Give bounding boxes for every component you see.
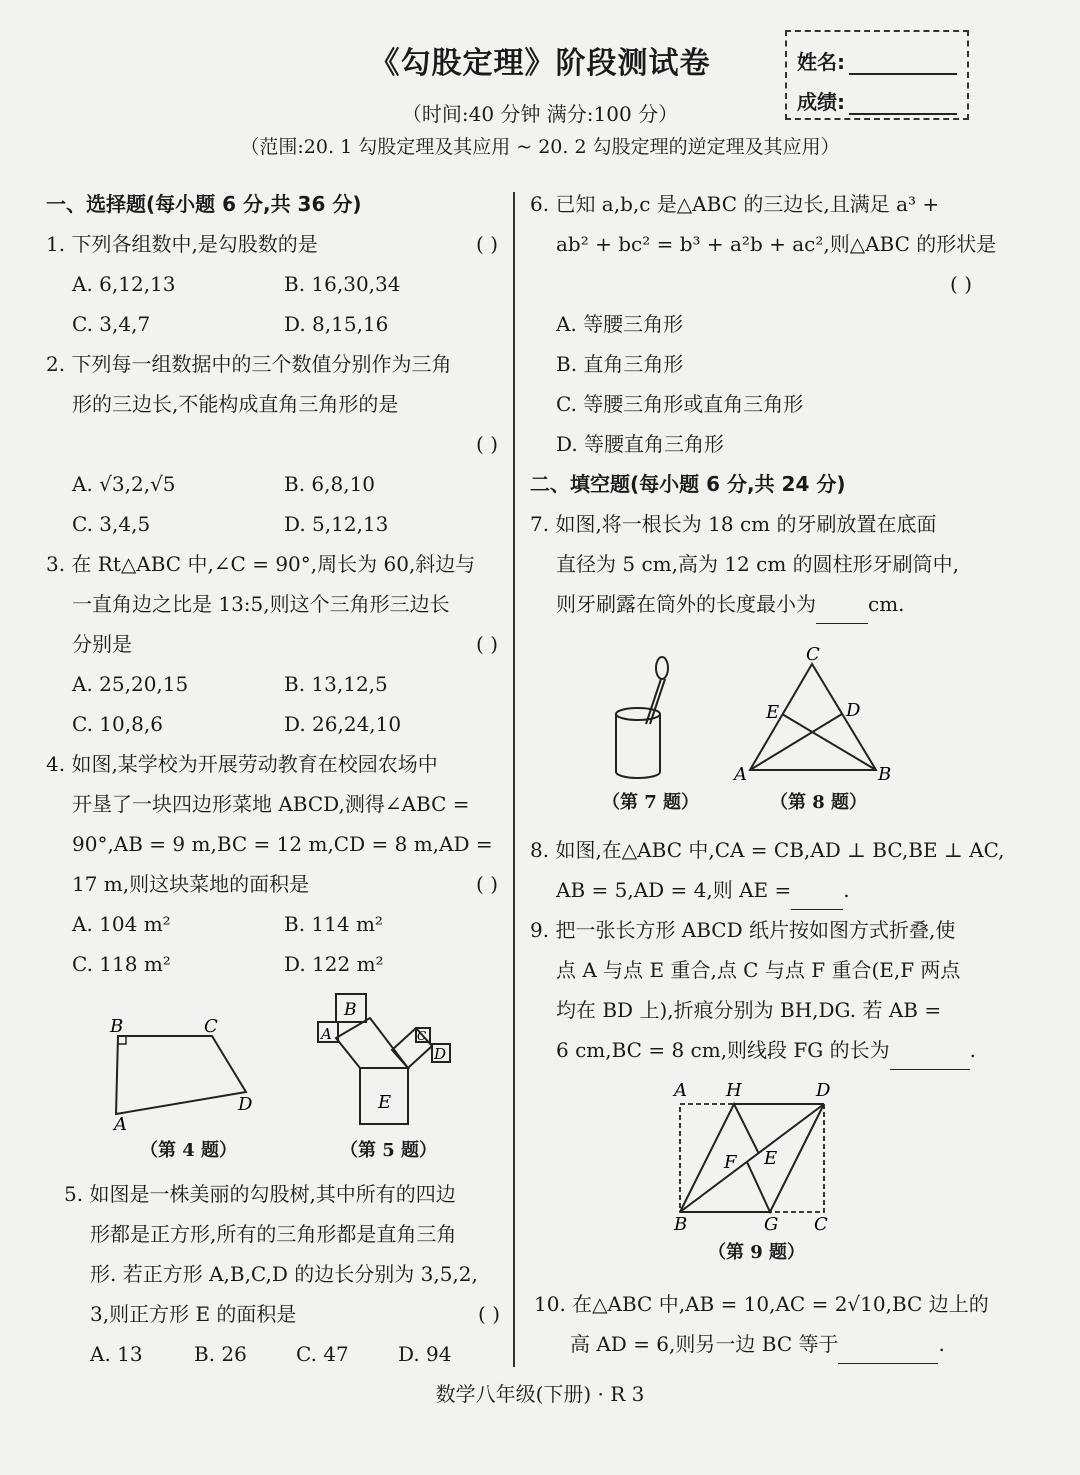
q5-stem-line2: 形都是正方形,所有的三角形都是直角三角 bbox=[90, 1222, 457, 1246]
q6-paren-line bbox=[530, 264, 972, 304]
q3-option-c[interactable]: C. 10,8,6 bbox=[72, 712, 163, 736]
q3-stem-line3: 分别是 ( ) bbox=[46, 624, 498, 664]
section1-title: 一、选择题(每小题 6 分,共 36 分) bbox=[46, 192, 362, 216]
q3-option-b[interactable]: B. 13,12,5 bbox=[284, 672, 388, 696]
figure-9-caption: （第 9 题） bbox=[708, 1242, 806, 1263]
q5-option-d[interactable]: D. 94 bbox=[398, 1342, 452, 1366]
fig4-label-c: C bbox=[204, 1016, 218, 1037]
score-label: 成绩: bbox=[797, 90, 845, 114]
q6-option-b[interactable]: B. 直角三角形 bbox=[556, 352, 684, 376]
q2-options-row2 bbox=[46, 504, 498, 544]
q3-option-d[interactable]: D. 26,24,10 bbox=[284, 712, 402, 736]
q5-options-row bbox=[64, 1334, 500, 1374]
q3-options-row2 bbox=[46, 704, 498, 744]
q4-option-c[interactable]: C. 118 m² bbox=[72, 952, 171, 976]
q1-option-a[interactable]: A. 6,12,13 bbox=[72, 272, 176, 296]
q6-stem-line2: ab² + bc² = b³ + a²b + ac²,则△ABC 的形状是 bbox=[556, 232, 997, 256]
fig5-label-d: D bbox=[434, 1045, 447, 1063]
q5-block bbox=[64, 1174, 500, 1374]
q4-option-b[interactable]: B. 114 m² bbox=[284, 912, 383, 936]
score-field[interactable] bbox=[849, 95, 957, 115]
range-line: （范围:20. 1 勾股定理及其应用 ~ 20. 2 勾股定理的逆定理及其应用） bbox=[240, 136, 840, 158]
q1-answer-paren[interactable]: ( ) bbox=[476, 232, 498, 256]
q9-stem-line4: 6 cm,BC = 8 cm,则线段 FG 的长为 . bbox=[530, 1030, 976, 1070]
fig5-label-c: C bbox=[417, 1029, 427, 1043]
fig8-label-a: A bbox=[734, 764, 747, 785]
figure-7-toothbrush-cup bbox=[604, 652, 684, 784]
fig9-label-a: A bbox=[674, 1080, 687, 1101]
name-score-box bbox=[785, 30, 969, 120]
q4-stem-line4: 17 m,则这块菜地的面积是 ( ) bbox=[46, 864, 498, 904]
q4-stem-line3: 90°,AB = 9 m,BC = 12 m,CD = 8 m,AD = bbox=[72, 832, 493, 856]
name-row bbox=[797, 46, 957, 75]
fig8-label-e: E bbox=[766, 702, 780, 723]
right-column-top bbox=[530, 184, 997, 624]
q2-option-d[interactable]: D. 5,12,13 bbox=[284, 512, 389, 536]
fig5-label-b: B bbox=[344, 1000, 357, 1020]
q1-option-d[interactable]: D. 8,15,16 bbox=[284, 312, 389, 336]
q6-answer-paren[interactable]: ( ) bbox=[950, 272, 972, 296]
q2-option-c[interactable]: C. 3,4,5 bbox=[72, 512, 151, 536]
figure-5-caption: （第 5 题） bbox=[340, 1140, 438, 1161]
q1-option-c[interactable]: C. 3,4,7 bbox=[72, 312, 151, 336]
q5-answer-paren[interactable]: ( ) bbox=[478, 1302, 500, 1326]
fig4-label-d: D bbox=[238, 1094, 253, 1115]
q6-option-c[interactable]: C. 等腰三角形或直角三角形 bbox=[556, 392, 804, 416]
q10-stem-line2: 高 AD = 6,则另一边 BC 等于 . bbox=[534, 1324, 974, 1364]
q5-option-c[interactable]: C. 47 bbox=[296, 1342, 349, 1366]
q10-answer-blank[interactable] bbox=[838, 1339, 938, 1364]
figure-8-triangle bbox=[728, 642, 898, 786]
q8-answer-blank[interactable] bbox=[791, 885, 843, 910]
fold-dg bbox=[747, 1104, 824, 1212]
name-field[interactable] bbox=[849, 55, 957, 75]
fig9-label-c: C bbox=[814, 1214, 828, 1235]
fig9-label-b: B bbox=[674, 1214, 688, 1235]
q2-option-a[interactable]: A. √3,2,√5 bbox=[72, 472, 176, 496]
left-column bbox=[46, 184, 498, 984]
q1-stem: 1. 下列各组数中,是勾股数的是 ( ) bbox=[46, 224, 498, 264]
q5-stem-line4: 3,则正方形 E 的面积是 ( ) bbox=[64, 1294, 500, 1334]
q7-answer-blank[interactable] bbox=[816, 599, 868, 624]
fig8-label-c: C bbox=[806, 644, 820, 665]
fig8-label-b: B bbox=[878, 764, 892, 785]
q7-stem-line3: 则牙刷露在筒外的长度最小为 cm. bbox=[530, 584, 972, 624]
q9-stem-line3: 均在 BD 上),折痕分别为 BH,DG. 若 AB = bbox=[556, 998, 942, 1022]
page-title: 《勾股定理》阶段测试卷 bbox=[369, 46, 711, 81]
fig9-label-f: F bbox=[724, 1152, 737, 1173]
figure-9-folded-rectangle bbox=[664, 1076, 844, 1236]
fig9-label-d: D bbox=[816, 1080, 831, 1101]
q2-options-row1 bbox=[46, 464, 498, 504]
q9-stem-line1: 9. 把一张长方形 ABCD 纸片按如图方式折叠,使 bbox=[530, 918, 956, 942]
q4-option-d[interactable]: D. 122 m² bbox=[284, 952, 384, 976]
toothbrush-head bbox=[656, 657, 668, 679]
q7-stem-line1: 7. 如图,将一根长为 18 cm 的牙刷放置在底面 bbox=[530, 512, 937, 536]
q3-answer-paren[interactable]: ( ) bbox=[476, 632, 498, 656]
q8-stem-line2: AB = 5,AD = 4,则 AE = . bbox=[530, 870, 976, 910]
q4-answer-paren[interactable]: ( ) bbox=[476, 872, 498, 896]
q4-options-row1 bbox=[46, 904, 498, 944]
right-column-mid bbox=[530, 830, 1005, 1070]
quadrilateral-abcd bbox=[116, 1036, 246, 1114]
q3-stem-line2: 一直角边之比是 13:5,则这个三角形三边长 bbox=[72, 592, 450, 616]
q7-stem-line2: 直径为 5 cm,高为 12 cm 的圆柱形牙刷筒中, bbox=[556, 552, 960, 576]
square-left-mid bbox=[336, 1018, 408, 1068]
fig5-label-a: A bbox=[321, 1025, 332, 1043]
q10-stem-line1: 10. 在△ABC 中,AB = 10,AC = 2√10,BC 边上的 bbox=[534, 1292, 989, 1316]
q6-stem-line1: 6. 已知 a,b,c 是△ABC 的三边长,且满足 a³ + bbox=[530, 192, 940, 216]
q5-stem-line1: 5. 如图是一株美丽的勾股树,其中所有的四边 bbox=[64, 1182, 456, 1206]
q1-options-row1 bbox=[46, 264, 498, 304]
fig9-label-e: E bbox=[764, 1148, 778, 1169]
q3-option-a[interactable]: A. 25,20,15 bbox=[72, 672, 189, 696]
time-score-line: （时间:40 分钟 满分:100 分） bbox=[401, 102, 679, 126]
q8-stem-line1: 8. 如图,在△ABC 中,CA = CB,AD ⊥ BC,BE ⊥ AC, bbox=[530, 838, 1005, 862]
q4-option-a[interactable]: A. 104 m² bbox=[72, 912, 171, 936]
fig4-label-a: A bbox=[114, 1114, 127, 1132]
right-angle-mark bbox=[118, 1036, 126, 1044]
cup-body bbox=[616, 714, 660, 778]
figure-8-caption: （第 8 题） bbox=[770, 792, 868, 813]
q3-options-row1 bbox=[46, 664, 498, 704]
q5-stem-line3: 形. 若正方形 A,B,C,D 的边长分别为 3,5,2, bbox=[90, 1262, 478, 1286]
fig9-label-g: G bbox=[764, 1214, 779, 1235]
page-footer: 数学八年级(下册) · R 3 bbox=[435, 1382, 645, 1406]
q1-option-b[interactable]: B. 16,30,34 bbox=[284, 272, 401, 296]
q9-stem-line2: 点 A 与点 E 重合,点 C 与点 F 重合(E,F 两点 bbox=[556, 958, 961, 982]
q4-stem-line2: 开垦了一块四边形菜地 ABCD,测得∠ABC = bbox=[72, 792, 470, 816]
figure-5-pythagoras-tree bbox=[308, 988, 468, 1130]
q10-block bbox=[534, 1284, 989, 1364]
name-label: 姓名: bbox=[797, 50, 845, 74]
section2-title: 二、填空题(每小题 6 分,共 24 分) bbox=[530, 472, 846, 496]
diagonal-bd bbox=[680, 1104, 824, 1212]
q5-option-b[interactable]: B. 26 bbox=[194, 1342, 247, 1366]
q2-stem-line2: 形的三边长,不能构成直角三角形的是 bbox=[72, 392, 399, 416]
q5-option-a[interactable]: A. 13 bbox=[90, 1342, 143, 1366]
q4-options-row2 bbox=[46, 944, 498, 984]
fig9-label-h: H bbox=[726, 1080, 742, 1101]
score-row bbox=[797, 86, 957, 115]
column-divider bbox=[513, 192, 515, 1367]
q2-paren-line bbox=[46, 424, 498, 464]
q6-option-a[interactable]: A. 等腰三角形 bbox=[556, 312, 684, 336]
figure-4-quadrilateral bbox=[100, 1012, 270, 1132]
q3-stem-line1: 3. 在 Rt△ABC 中,∠C = 90°,周长为 60,斜边与 bbox=[46, 552, 476, 576]
fold-bh bbox=[680, 1104, 759, 1212]
fig8-label-d: D bbox=[846, 700, 861, 721]
figure-4-caption: （第 4 题） bbox=[140, 1140, 238, 1161]
figure-7-caption: （第 7 题） bbox=[602, 792, 700, 813]
q6-option-d[interactable]: D. 等腰直角三角形 bbox=[556, 432, 725, 456]
q2-stem-line1: 2. 下列每一组数据中的三个数值分别作为三角 bbox=[46, 352, 452, 376]
q1-options-row2 bbox=[46, 304, 498, 344]
q2-answer-paren[interactable]: ( ) bbox=[476, 432, 498, 456]
fig5-label-e: E bbox=[378, 1092, 392, 1113]
q2-option-b[interactable]: B. 6,8,10 bbox=[284, 472, 376, 496]
q9-answer-blank[interactable] bbox=[890, 1045, 970, 1070]
fig4-label-b: B bbox=[110, 1016, 124, 1037]
q4-stem-line1: 4. 如图,某学校为开展劳动教育在校园农场中 bbox=[46, 752, 438, 776]
